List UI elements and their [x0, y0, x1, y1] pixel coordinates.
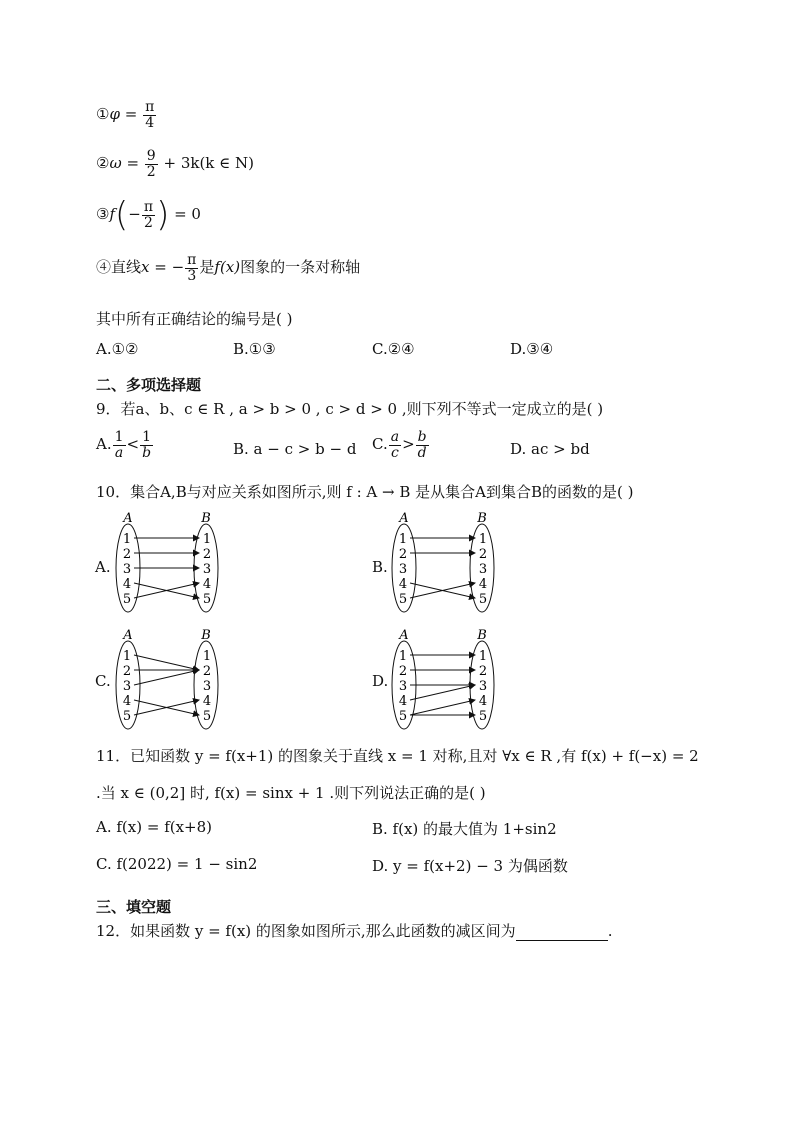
element-a: 5	[122, 709, 132, 724]
set-a-label: A	[123, 628, 133, 643]
element-b: 4	[202, 694, 212, 709]
element-b: 5	[478, 592, 488, 607]
element-a: 2	[122, 664, 132, 679]
element-a: 1	[122, 649, 132, 664]
q9-option-d[interactable]: D. ac > bd	[510, 440, 590, 458]
mapping-arrow	[134, 670, 199, 685]
set-b-label: B	[201, 628, 211, 643]
q11-option-b[interactable]: B. f(x) 的最大值为 1+sin2	[372, 820, 557, 838]
element-a: 2	[398, 547, 408, 562]
element-b: 4	[202, 577, 212, 592]
set-b-label: B	[201, 511, 211, 526]
section-heading-fill-in: 三、填空题	[96, 898, 172, 916]
q11-option-c[interactable]: C. f(2022) = 1 − sin2	[96, 855, 258, 873]
statement-1: ①φ = $\frac{\pi}{4}$	[96, 99, 155, 131]
statement-2: ②ω = $\frac{9}{2}$ + 3k(k ∈ N)	[96, 148, 255, 180]
element-b: 2	[478, 547, 488, 562]
q10-stem: 10．集合A,B与对应关系如图所示,则 f : A → B 是从集合A到集合B的函数的是( )	[96, 483, 634, 501]
q10-option-d[interactable]: D.	[372, 672, 389, 690]
element-b: 4	[478, 694, 488, 709]
fraction: $\frac{\pi}{2}$	[143, 198, 154, 231]
element-b: 3	[478, 562, 488, 577]
element-b: 3	[202, 679, 212, 694]
fraction: $\frac{\pi}{3}$	[187, 252, 197, 284]
element-b: 1	[202, 532, 212, 547]
element-b: 5	[478, 709, 488, 724]
fraction: $\frac{9}{2}$	[146, 148, 156, 180]
q9-stem: 9．若a、b、c ∈ R , a > b > 0 , c > d > 0 ,则下列不等式一定成立的是( )	[96, 400, 604, 418]
mapping-arrow	[134, 655, 199, 670]
element-b: 1	[478, 649, 488, 664]
element-b: 1	[202, 649, 212, 664]
element-a: 5	[398, 709, 408, 724]
q9-option-b[interactable]: B. a − c > b − d	[233, 440, 357, 458]
element-a: 2	[398, 664, 408, 679]
q11-option-d[interactable]: D. y = f(x+2) − 3 为偶函数	[372, 857, 568, 875]
answer-blank[interactable]	[516, 926, 608, 941]
q9-option-a[interactable]: A. $\frac{1}{a}$ < $\frac{1}{b}$	[96, 429, 152, 461]
element-a: 2	[122, 547, 132, 562]
set-a-label: A	[123, 511, 133, 526]
element-b: 5	[202, 592, 212, 607]
element-a: 4	[398, 694, 408, 709]
q11-option-a[interactable]: A. f(x) = f(x+8)	[96, 818, 213, 836]
q12-stem: 12．如果函数 y = f(x) 的图象如图所示,那么此函数的减区间为 .	[96, 922, 613, 940]
element-a: 4	[122, 694, 132, 709]
element-a: 1	[398, 649, 408, 664]
element-b: 5	[202, 709, 212, 724]
mapping-arrow	[410, 700, 475, 715]
q8-option-d[interactable]: D.③④	[510, 340, 554, 358]
element-a: 5	[122, 592, 132, 607]
q11-stem: 11．已知函数 y = f(x+1) 的图象关于直线 x = 1 对称,且对 ∀x ∈ R ,有 f(x) + f(−x) = 2	[96, 747, 699, 765]
mapping-arrow	[410, 685, 475, 700]
set-b-label: B	[477, 628, 487, 643]
set-a-label: A	[399, 511, 409, 526]
element-b: 2	[202, 547, 212, 562]
set-b-label: B	[477, 511, 487, 526]
element-a: 3	[122, 562, 132, 577]
element-a: 3	[122, 679, 132, 694]
element-b: 2	[202, 664, 212, 679]
element-a: 1	[122, 532, 132, 547]
q8-option-b[interactable]: B.①③	[233, 340, 276, 358]
set-a-label: A	[399, 628, 409, 643]
element-a: 3	[398, 562, 408, 577]
q11-stem-cont: .当 x ∈ (0,2] 时, f(x) = sinx + 1 .则下列说法正确的是( )	[96, 784, 486, 802]
statement-4: ④直线x = − $\frac{\pi}{3}$ 是f(x)图象的一条对称轴	[96, 252, 361, 284]
element-b: 4	[478, 577, 488, 592]
element-a: 5	[398, 592, 408, 607]
q9-option-c[interactable]: C. $\frac{a}{c}$ > $\frac{b}{d}$	[372, 429, 427, 461]
element-b: 3	[202, 562, 212, 577]
q10-diagrams	[90, 508, 550, 733]
q8-option-c[interactable]: C.②④	[372, 340, 415, 358]
q10-option-b[interactable]: B.	[372, 558, 388, 576]
fraction: $\frac{\pi}{4}$	[145, 99, 155, 131]
q10-option-a[interactable]: A.	[95, 558, 111, 576]
element-b: 2	[478, 664, 488, 679]
section-heading-multiple-choice: 二、多项选择题	[96, 376, 202, 394]
element-a: 4	[398, 577, 408, 592]
q10-option-c[interactable]: C.	[95, 672, 111, 690]
element-a: 4	[122, 577, 132, 592]
q8-option-a[interactable]: A.①②	[96, 340, 139, 358]
element-a: 3	[398, 679, 408, 694]
element-a: 1	[398, 532, 408, 547]
q8-question: 其中所有正确结论的编号是( )	[96, 310, 293, 328]
statement-3: ③f(− $\frac{\pi}{2}$ ) = 0	[96, 195, 201, 235]
marker-1: ①	[96, 105, 110, 124]
element-b: 3	[478, 679, 488, 694]
element-b: 1	[478, 532, 488, 547]
